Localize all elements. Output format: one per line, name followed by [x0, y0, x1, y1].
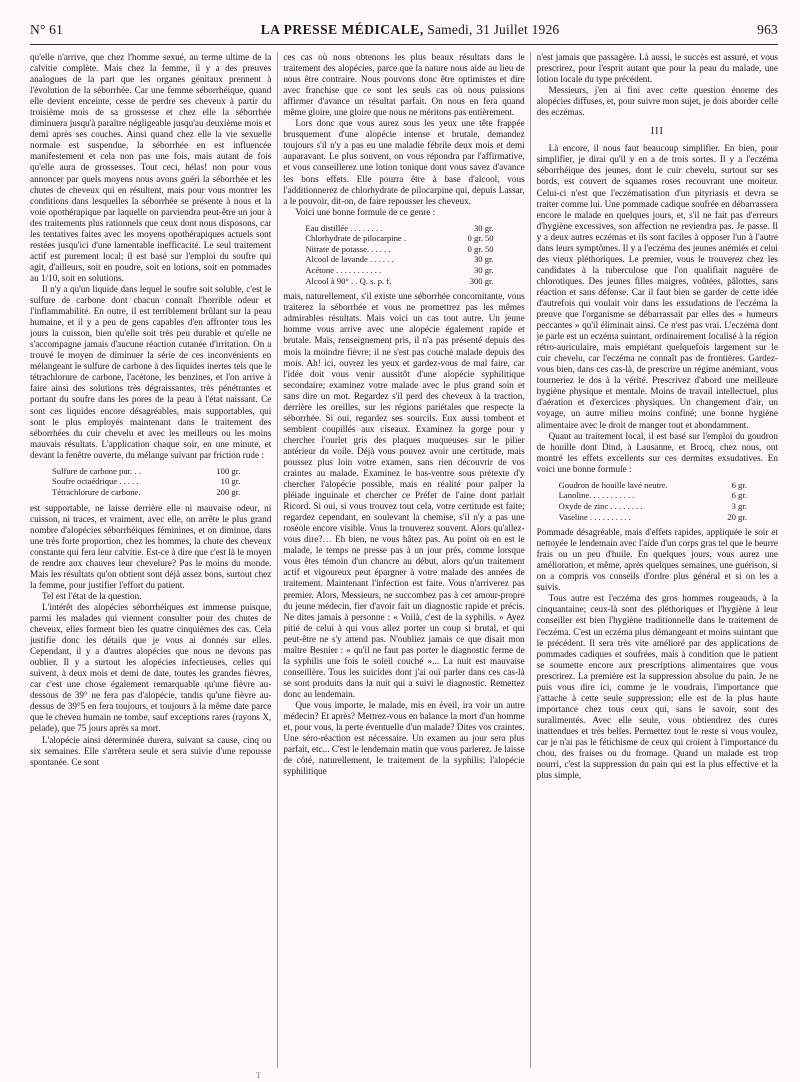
paragraph: ces cas où nous obtenons les plus beaux résultats dans le traitement des alopécies, parce que la nature nous aide au lieu de nous être contraire. Nous pouvons donc être optimistes et dire avec franchise que ce sont les seuls cas où nous puissions affirmer d'avance un résultat parfait. On nous en fera quand même gloire, une gloire que nous ne méritons pas entièrement.	[283, 52, 525, 118]
paragraph: Pommade désagréable, mais d'effets rapides, appliquée le soir et nettoyée le lendemain avec l'aide d'un corps gras tel que le beurre frais ou un peu d'huile. En quelques jours, vous aurez une amélioration, et même, après quelques semaines, une guérison, si on a compris vos conseils d'ordre plus général et si on les a suivis.	[536, 527, 778, 593]
ingredient: Chlorhydrate de pilocarpine .	[305, 233, 407, 244]
paragraph: Quant au traitement local, il est basé sur l'emploi du goudron de houille dont Dind, à Lausanne, et Brocq, chez nous, ont montré les effets excellents sur ces dermites exsudatives. En voici une bonne formule :	[536, 430, 778, 474]
recipe-row	[305, 223, 493, 234]
section-heading: III	[650, 126, 664, 138]
recipe-row	[305, 233, 493, 244]
paragraph: n'est jamais que passagère. Là aussi, le succès est assuré, et vous prescrirez, pour l'esprit autant que pour la peau du malade, une lotion locale du type précédent.	[536, 52, 778, 85]
recipe-row	[559, 480, 747, 491]
column-1	[30, 52, 271, 1068]
recipe-lotion	[305, 223, 493, 287]
recipe-row	[52, 476, 240, 487]
quantity: 30 gr.	[473, 222, 494, 233]
ingredient: Acétone . . . . . . . . . . .	[305, 265, 382, 276]
paragraph: L'intérêt des alopécies séborrhéiques est immense puisque, parmi les malades qui viennent consulter pour des chutes de cheveux, elles forment bien les quatre cinquièmes des cas. Cela justifie donc les détails que je vous ai donnés sur elles. Cependant, il y a d'autres alopécies que nous ne devons pas oublier. Il y a surtout les alopécies infectieuses, celles qui suivent, à deux mois et demi de date, toutes les grandes fièvres, car c'est une chose également remarquable qu'une fièvre au-dessous de 39° ne fera pas d'alopécie, tandis qu'une fièvre au-dessus de 39°5 en fera toujours, et toujours à la même date parce que le cheveu humain ne tombe, sauf exceptions rares (rayons X, pelade), que 75 jours après sa mort.	[30, 601, 272, 734]
recipe-row	[559, 512, 747, 523]
paragraph: Tous autre est l'eczéma des gros hommes rougeauds, à la cinquantaine; ceux-là sont des pléthoriques et l'hygiène à leur conseiller est bien l'hygiène traditionnelle dans le traitement de l'eczéma. C'est un eczéma plus démangeant et moins suintant que le précédent. Il sera très vite amélioré par des applications de pommades cadiques et soufrées, mais à condition que le patient se soumette encore aux prescriptions alimentaires que vous prescrirez. La première est la suppression absolue du pain. Je ne puis vous dire ici, comme je le voudrais, l'importance que j'attache à cette seule suppression; elle est de la plus haute importance chez tous ceux qui, sans le savoir, sont des suralimentés. Avec elle seule, vous obtiendrez des cures inattendues et très belles. Permettez tout le reste si vous voulez, car je n'ai pas le fétichisme de ceux qui croient à l'importance du chou, des fraises ou du fromage. Quand un malade est trop nourri, c'est la suppression du pain qui est la plus effective et la plus simple,	[536, 593, 778, 781]
quantity: 100 gr.	[216, 465, 241, 476]
recipe-sulfur	[52, 466, 240, 498]
paragraph: qu'elle n'arrive, que chez l'homme sexué, au terme ultime de la calvitie complète. Mais chez la femme, il y a des preuves analogues de la part que les organes génitaux prennent à l'évolution de la séborrhée. Car une femme séborrhéique, quand elle devient enceinte, cesse de perdre ses cheveux à partir du troisième mois de sa grossesse et chez elle la séborrhée diminuera jusqu'à paraître négligeable jusqu'au deuxième mois et demi après ses couches. Ainsi quand chez elle la vie sexuelle normale est suspendue, la séborrhée en est influencée manifestement et cela non pas une fois, mais autant de fois qu'elle aura de grossesses. Tout ceci, hélas! non pour vous annoncer par quels moyens nous avons guéri la séborrhée et les chutes de cheveux qui en résultent, mais pour vous montrer les conditions dans lesquelles la séborrhée se présente à nous et la voie opothérapique par laquelle on parviendra peut-être un jour à des traitements plus rationnels que ceux dont nous disposons, car les tentatives faites avec les moyens opothérapiques actuels sont restées jusqu'ici d'une lamentable inefficacité. Le seul traitement actif est purement local; il est basé sur l'emploi du soufre qui agit, d'ailleurs, soit en poudre, soit en lotions, soit en pommades au 1/10, soit en solutions.	[30, 52, 272, 283]
page-number: 963	[757, 22, 778, 37]
quantity: 30 gr.	[473, 254, 494, 265]
recipe-row	[305, 276, 493, 287]
ingredient: Alcool de lavande . . . . . .	[305, 254, 394, 265]
recipe-row	[559, 490, 747, 501]
ingredient: Lanoline. . . . . . . . . . .	[558, 490, 635, 501]
quantity: 30 gr.	[473, 265, 494, 276]
quantity: 3 gr.	[731, 500, 747, 511]
recipe-row	[52, 487, 240, 498]
column-2	[283, 52, 524, 1068]
ingredient: Oxyde de zinc . . . . . . . .	[558, 500, 643, 511]
quantity: 6 gr.	[731, 490, 747, 501]
recipe-row	[559, 501, 747, 512]
issue-date: Samedi, 31 Juillet 1926	[427, 22, 560, 37]
ingredient: Tétrachlorure de carbone.	[52, 486, 141, 497]
quantity: 0 gr. 50	[467, 243, 494, 254]
issue-number: N° 61	[30, 22, 64, 37]
paragraph: Que vous importe, le malade, mis en éveil, ira voir un autre médecin? Et après? Mettrez-vous en balance la mort d'un homme et, pour vous, la perte éventuelle d'un malade? Dites vos craintes. Une séro-réaction est nécessaire. Un examen au jour sera plus parfait, etc... C'est le lendemain matin que vous parlerez. Je laisse de côté, naturellement, le traitement de la syphilis; l'alopécie syphilitique	[283, 700, 525, 777]
printer-mark: T	[256, 1071, 261, 1080]
quantity: 10 gr.	[220, 476, 241, 487]
ingredient: Vaseline . . . . . . . . . .	[558, 511, 631, 522]
journal-title: LA PRESSE MÉDICALE,	[260, 22, 424, 37]
ingredient: Sulfure de carbone pur. . .	[52, 465, 141, 476]
paragraph: L'alopécie ainsi déterminée durera, suivant sa cause, cinq ou six semaines. Elle s'arrêtera seule et sera suivie d'une repousse spontanée. Ce sont	[30, 734, 272, 767]
ingredient: Nitrate de potasse. . . . . .	[305, 243, 391, 254]
article-columns	[30, 52, 778, 1068]
paragraph: Voici une bonne formule de ce genre :	[295, 206, 436, 217]
ingredient: Alcool à 90° . . Q. s. p. f.	[305, 275, 392, 286]
paragraph: Lors donc que vous aurez sous les yeux une tête frappée brusquement d'une alopécie intense et brutale, demandez toujours s'il n'y a pas eu une maladie fébrile deux mois et demi auparavant. Le plus souvent, on vous répondra par l'affirmative, et vous conseillerez une lotion tonique dont vous savez d'avance les bons effets. Elle pourra être à base d'alcool, vous l'additionnerez de chlorhydrate de pilocarpine qui, depuis Lassar, a le pouvoir, dit-on, de faire repousser les cheveux.	[283, 118, 525, 206]
paragraph: Là encore, il nous faut beaucoup simplifier. En bien, pour simplifier, je dirai qu'il y en a de trois sortes. Il y a l'eczéma séborrhéique des jeunes, dont le cuir chevelu, surtout sur ses bords, est couvert de squames roses recouvrant une moiteur. Celui-ci n'est que l'eczématisation d'un pityriasis et devra se traiter comme lui. Une pommade cadique soufrée en débarrassera encore le malade en quelques jours, et, s'il ne fait pas d'erreurs d'hygiène excessives, son affection ne reviendra pas. Je passe. Il y a deux autres eczémas et ils sont faciles à opposer l'un à l'autre dans leurs symptômes. Il y a l'eczéma des jeunes anémiés et celui des vieux pléthoriques. Le premier, vous le trouverez chez les candidates à la tuberculose que l'on qualifiait naguère de chlorotiques. Des jeunes filles maigres, voûtées, pâlottes, sans réaction et sans défense. Car il faut bien se garder de cette idée d'autrefois qui voulait voir dans les exsudations de l'eczéma la preuve que l'organisme se débarrassait par elles des « humeurs peccantes » qu'il éliminait ainsi. Ce n'est pas vrai. L'eczéma dont je parle est un eczéma suintant, ordinairement localisé à la région rétro-auriculaire, mais empiétant quelquefois largement sur le cuir chevelu, car l'eczéma ne connaît pas de frontières. Gardez-vous bien, dans ces cas-là, de prescrire un régime anémiant, vous tourneriez le dos à la vérité. Prescrivez d'abord une meilleure hygiène physique et mentale. Moins de travail intellectuel, plus d'aération et d'exercices physiques. Un changement d'air, un voyage, un autre milieu moins confiné; une bonne hygiène alimentaire avec le droit de manger tout et abondamment.	[536, 143, 778, 430]
recipe-row	[305, 265, 493, 276]
masthead	[261, 22, 560, 38]
paragraph: est supportable, ne laisse derrière elle ni mauvaise odeur, ni cuisson, ni traces, et vraiment, avec elle, on arrête le plus grand nombre d'alopécies séborrhéiques féminines, et on diminue, dans une très forte proportion, chez les hommes, la chute des cheveux constante qui fera leur calvitie. Est-ce à dire que c'est là le moyen de rendre aux chauves leur chevelure? Pas le moins du monde. Mais les résultats qu'on obtient sont déjà assez bons, surtout chez la femme, pour justifier l'effort du patient.	[30, 502, 272, 590]
column-3	[537, 52, 778, 1068]
ingredient: Soufre octaédrique . . . . .	[52, 476, 139, 487]
paragraph: Il n'y a qu'un liquide dans lequel le soufre soit soluble, c'est le sulfure de carbone dont chacun connaît l'horrible odeur et l'inflammabilité. En outre, il est terriblement brûlant sur la peau humaine, et il y a peu de gens capables d'en affronter tous les jours la cuisson, bien qu'elle soit très peu durable et qu'elle ne s'accompagne jamais d'aucune réaction cutanée d'irritation. On a trouvé le moyen de diminuer la série de ces inconvénients en mélangeant le sulfure de carbone à des liquides inertes tels que le tétrachlorure de carbone, l'acétone, les benzines, et l'on arrive à faire ainsi des solutions très dégraissantes, très pénétrantes et portant du soufre dans les pores de la peau à l'état naissant. Ce sont ces liquides encore désagréables, mais supportables, qui sont le plus employés maintenant dans le traitement des séborrhées du cuir chevelu et avec les meilleurs ou les moins mauvais résultats. L'application chaque soir, en une minute, et devant la fenêtre ouverte, du mélange suivant par friction rude :	[30, 283, 272, 460]
quantity: 20 gr.	[727, 511, 747, 522]
paragraph: Messieurs, j'en ai fini avec cette question énorme des alopécies diffuses, et, pour suivre mon sujet, je dois aborder celle des eczémas.	[536, 85, 778, 118]
header-rule	[30, 44, 778, 45]
paragraph: mais, naturellement, s'il existe une séborrhée concomitante, vous traiterez la séborrhée et vous ne promettrez pas les mêmes admirables résultats. Mais voici un cas tout autre. Un jeune homme vous arrive avec une alopécie également rapide et brutale. Mais, renseignement pris, il n'a pas présenté depuis des mois la moindre fièvre; il ne s'est pas couché malade depuis des mois. Ah! ici, ouvrez les yeux et gardez-vous de mal faire, car l'idée doit vous venir aussitôt d'une alopécie syphilitique secondaire; examinez votre malade avec le plus grand soin et sans dire un mot. Regardez s'il perd des cheveux à la traction, derrière les oreilles, sur les régions pariétales que respecte la séborrhée. Si oui, regardez ses sourcils. Eux aussi tombent et semblent coupillés aux ciseaux. Examinez la gorge pour y chercher l'ourlet gris des plaques muqueuses sur le pilier antérieur du voile. Déjà vous pouvez avoir une certitude, mais poussez plus loin votre examen, sans rien découvrir de vos craintes au malade. Examinez le bas-ventre sous prétexte d'y chercher l'alopécie possible, mais en réalité pour palper la pléiade inguinale et chercher ce Préfet de l'aine dont parlait Ricord. Si oui, si vous trouvez tout cela, votre certitude est faite; regardez cependant, en soulevant la chemise, s'il n'y a pas une roséole encore visible. Vous la trouverez souvent. Alors qu'allez-vous dire?… Eh bien, ne vous hâtez pas. Au point où en est le malade, le temps ne presse pas à un jour près, comme lorsque vous êtes témoin d'un chancre au début, alors qu'un traitement actif et vigoureux peut épargner à votre malade des années de traitement. Maintenant l'infection est faite. Vous n'arriverez pas premier. Alors, Messieurs, ne succombez pas à cet amour-propre du jeune médecin, fier d'avoir fait un diagnostic rapide et précis. Ne dites jamais à personne : « Voilà, c'est de la syphilis. » Ayez pitié de celui à qui vous allez porter un coup si brutal, et qui peut-être ne s'y attend pas. N'oubliez jamais ce que disait mon maître Besnier : « qu'il ne faut pas porter le diagnostic ferme de la syphilis une fois le soleil couché »... La nuit est mauvaise conseillère. Tous les suicides dont j'ai ouï parler dans ces cas-là se sont produits dans la nuit qui a suivi le diagnostic. Remettez donc au lendemain.	[283, 291, 525, 699]
recipe-row	[305, 244, 493, 255]
recipe-row	[52, 466, 240, 477]
quantity: 200 gr.	[216, 486, 241, 497]
paragraph: Tel est l'état de la question.	[42, 590, 142, 601]
quantity: 0 gr. 50	[467, 233, 494, 244]
ingredient: Eau distillée . . . . . . . .	[305, 222, 383, 233]
quantity: 300 gr.	[469, 275, 494, 286]
ingredient: Goudron de houille lavé neutre.	[558, 479, 668, 490]
quantity: 6 gr.	[731, 479, 747, 490]
recipe-row	[305, 254, 493, 265]
page-header	[30, 22, 778, 38]
recipe-pommade	[559, 480, 747, 522]
